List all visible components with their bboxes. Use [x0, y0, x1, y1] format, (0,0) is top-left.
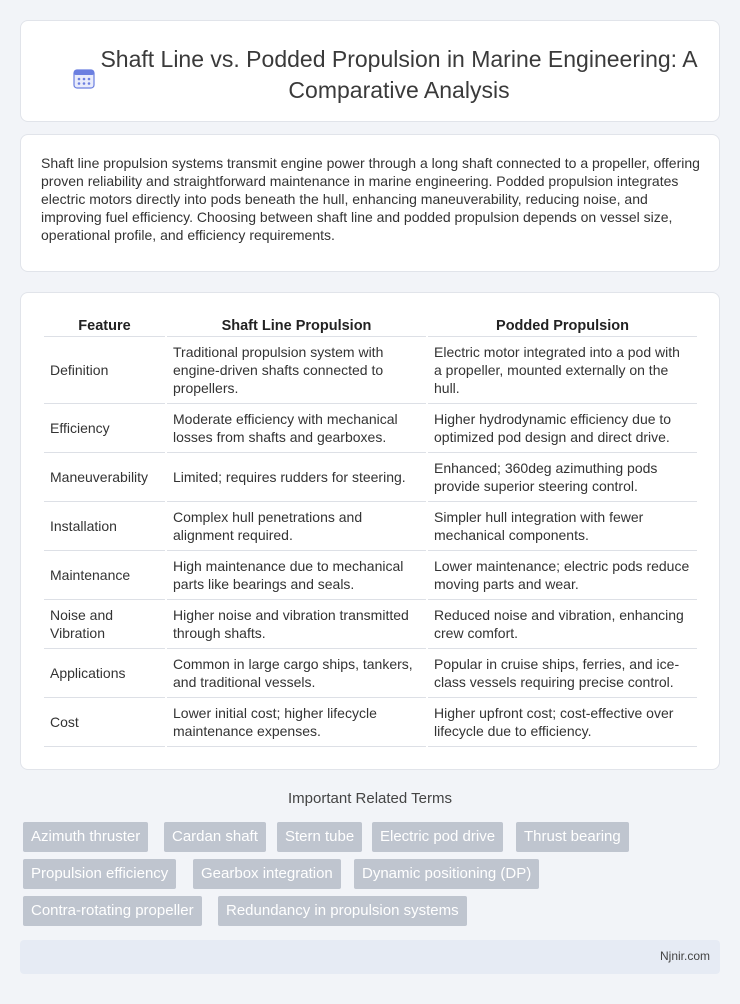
- row-shaft-line: Moderate efficiency with mechanical losses from shafts and gearboxes.: [167, 404, 426, 453]
- related-term-tag[interactable]: Azimuth thruster: [23, 822, 148, 852]
- row-podded: Higher upfront cost; cost-effective over lifecycle due to efficiency.: [428, 698, 697, 747]
- row-shaft-line: High maintenance due to mechanical parts like bearings and seals.: [167, 551, 426, 600]
- related-term-tag[interactable]: Redundancy in propulsion systems: [218, 896, 467, 926]
- related-term-tag[interactable]: Cardan shaft: [164, 822, 266, 852]
- row-shaft-line: Lower initial cost; higher lifecycle maintenance expenses.: [167, 698, 426, 747]
- row-feature: Applications: [44, 649, 165, 698]
- table-row: [44, 551, 697, 600]
- related-term-tag[interactable]: Propulsion efficiency: [23, 859, 176, 889]
- footer: [20, 940, 720, 974]
- related-term-tag[interactable]: Thrust bearing: [516, 822, 629, 852]
- row-shaft-line: Common in large cargo ships, tankers, and traditional vessels.: [167, 649, 426, 698]
- table-row: [44, 337, 697, 404]
- row-feature: Maintenance: [44, 551, 165, 600]
- column-header-podded: Podded Propulsion: [428, 315, 697, 337]
- intro-paragraph: Shaft line propulsion systems transmit engine power through a long shaft connected to a propeller, offering proven reliability and straightforward maintenance in marine engineering. Podded propulsion integrates electric motors directly into pods beneath the hull, enhancing maneuverability, reducing noise, and improving fuel efficiency. Choosing between shaft line and podded propulsion depends on vessel size, operational profile, and efficiency requirements.: [41, 155, 700, 243]
- row-podded: Popular in cruise ships, ferries, and ice-class vessels requiring precise control.: [428, 649, 697, 698]
- row-shaft-line: Limited; requires rudders for steering.: [167, 453, 426, 502]
- row-shaft-line: Traditional propulsion system with engine-driven shafts connected to propellers.: [167, 337, 426, 404]
- related-term-tag[interactable]: Contra-rotating propeller: [23, 896, 202, 926]
- table-row: [44, 404, 697, 453]
- table-row: [44, 502, 697, 551]
- footer-site-link[interactable]: Njnir.com: [659, 949, 710, 963]
- row-podded: Simpler hull integration with fewer mechanical components.: [428, 502, 697, 551]
- row-feature: Efficiency: [44, 404, 165, 453]
- table-header-row: [44, 315, 697, 337]
- column-header-shaft-line: Shaft Line Propulsion: [167, 315, 426, 337]
- comparison-table: [42, 315, 699, 747]
- row-podded: Higher hydrodynamic efficiency due to optimized pod design and direct drive.: [428, 404, 697, 453]
- row-feature: Maneuverability: [44, 453, 165, 502]
- table-row: [44, 649, 697, 698]
- row-podded: Lower maintenance; electric pods reduce moving parts and wear.: [428, 551, 697, 600]
- related-terms-title: Important Related Terms: [288, 790, 452, 807]
- page-title: Shaft Line vs. Podded Propulsion in Marine Engineering: A Comparative Analysis: [100, 46, 698, 103]
- row-feature: Definition: [44, 337, 165, 404]
- related-term-tag[interactable]: Electric pod drive: [372, 822, 503, 852]
- title-card: [20, 20, 720, 122]
- calendar-icon: [73, 67, 95, 89]
- column-header-feature: Feature: [44, 315, 165, 337]
- row-feature: Cost: [44, 698, 165, 747]
- table-row: [44, 453, 697, 502]
- row-shaft-line: Higher noise and vibration transmitted through shafts.: [167, 600, 426, 649]
- row-podded: Enhanced; 360deg azimuthing pods provide superior steering control.: [428, 453, 697, 502]
- row-podded: Electric motor integrated into a pod with a propeller, mounted externally on the hull.: [428, 337, 697, 404]
- intro-card: [20, 134, 720, 272]
- table-row: [44, 698, 697, 747]
- comparison-table-card: [20, 292, 720, 770]
- table-row: [44, 600, 697, 649]
- row-shaft-line: Complex hull penetrations and alignment required.: [167, 502, 426, 551]
- related-term-tag[interactable]: Dynamic positioning (DP): [354, 859, 539, 889]
- related-term-tag[interactable]: Gearbox integration: [193, 859, 341, 889]
- related-term-tag[interactable]: Stern tube: [277, 822, 362, 852]
- row-feature: Installation: [44, 502, 165, 551]
- row-podded: Reduced noise and vibration, enhancing crew comfort.: [428, 600, 697, 649]
- row-feature: Noise and Vibration: [44, 600, 165, 649]
